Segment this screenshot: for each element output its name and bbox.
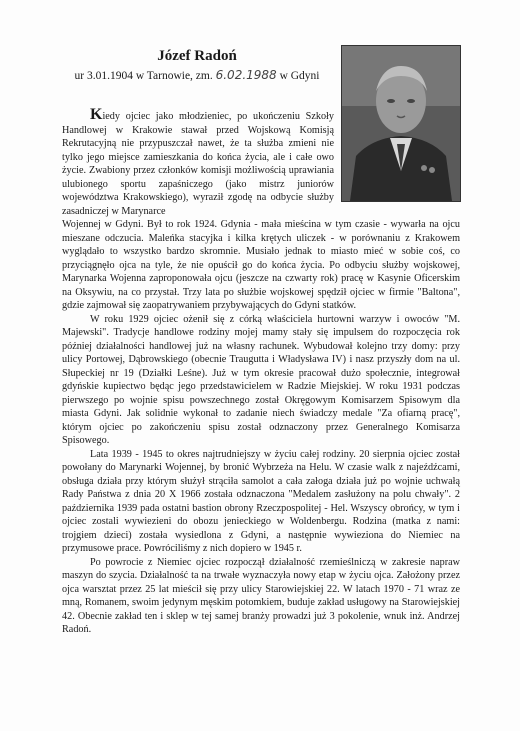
person-name: Józef Radoń bbox=[157, 48, 237, 64]
biography-text bbox=[62, 108, 460, 637]
paragraph-1-text: iedy ojciec jako młodzieniec, po ukończeniu Szkoły Handlowej w Krakowie stawał przed Wojskową Komisją Rekrutacyjną nie przypuszczał nawet, że ta służba zmieni nie tylko jego miejsce zamieszkania do końca życia, ale i całe owo życie. Zwabiony przez członków komisji możliwością uprawiania ulubionego sportu zapaśniczego (jako mistrz juniorów województwa Krakowskiego), wyraził zgodę na odbycie służby zasadniczej w Marynarce bbox=[62, 111, 334, 217]
life-dates bbox=[62, 67, 332, 84]
dates-prefix: ur 3.01.1904 w Tarnowie, zm. bbox=[74, 70, 213, 82]
paragraph-1-narrow bbox=[62, 108, 334, 218]
header bbox=[62, 47, 332, 84]
dates-suffix: w Gdyni bbox=[279, 70, 320, 82]
paragraph-2: W roku 1929 ojciec ożenił się z córką właściciela hurtowni warzyw i owoców "M. Majewski". Tradycje handlowe rodziny mojej mamy stały się impulsem do rozpoczęcia rok później działalności handlowej już na własny rachunek. Wybudował kolejno trzy domy: przy ulicy Portowej, Dąbrowskiego (obecnie Traugutta i Władysława IV) i nasz przyszły dom na ul. Słupeckiej nr 19 (Działki Leśne). Już w tym okresie pracował dużo społecznie, integrował gdyńskie kupiectwo będąc jego przedstawicielem w Radzie Miejskiej. W roku 1931 podczas pierwszego po wojnie spisu powszechnego został Okręgowym Komisarzem Spisowym dla miasta Gdyni. Jak solidnie wykonał to zadanie niech świadczy medale "Za ofiarną pracę", którym ojciec po zakończeniu spisu został odznaczony przez Generalnego Komisarza Spisowego. bbox=[62, 313, 460, 446]
handwritten-death-date: 6.02.1988 bbox=[215, 68, 277, 82]
drop-cap: K bbox=[90, 106, 103, 123]
paragraph-1-continued: Wojennej w Gdyni. Był to rok 1924. Gdynia - mała mieścina w tym czasie - wywarła na ojcu mieszane odczucia. Maleńka stacyjka i kilka krętych uliczek - w porównaniu z Krakowem wyglądało to wszystko bardzo skromnie. Musiało jednak to miasto mieć w sobie coś, co przyciągnęło ojca na tyle, że nie opuścił go do końca życia. Po odbyciu służby wojskowej, Marynarka Wojenna zaproponowała ojcu (jeszcze na czwarty rok) pracę w Kasynie Oficerskim na Oksywiu, na co przystał. Trzy lata po służbie wojskowej spędził ojciec w firmie "Baltona", gdzie zajmował się zaopatrywaniem przybywających do Gdyni statków. bbox=[62, 219, 460, 311]
paragraph-1-start bbox=[62, 108, 334, 218]
paragraph-3: Lata 1939 - 1945 to okres najtrudniejszy w życiu całej rodziny. 20 sierpnia ojciec został powołany do Marynarki Wojennej, by bronić Wybrzeża na Helu. W czasie walk z najeźdźcami, obsługa działa przy którym służył strąciła samolot a cała załoga działa już po wojnie uchwałą Rady Państwa z dnia 20 X 1966 została odznaczona "Medalem zasłużony na polu chwały". 2 października 1939 pada ostatni bastion obrony Rzeczpospolitej - Hel. Wszyscy obrońcy, w tym i ojciec zostali wywiezieni do obozu jenieckiego w Woldenbergu. Rodzina (matka z nami: trojgiem dzieci) została wysiedlona z Gdyni, a następnie wywieziona do Niemiec na przymusowe prace. Powróciliśmy z nich dopiero w 1945 r. bbox=[62, 448, 460, 554]
paragraph-4: Po powrocie z Niemiec ojciec rozpoczął działalność rzemieślniczą w zakresie napraw maszyn do szycia. Działalność ta na trwałe wyznaczyła nowy etap w życiu ojca. Założony przez ojca warsztat przez 25 lat mieścił się przy ulicy Starowiejskiej 22. W latach 1970 - 71 wraz ze mną, Romanem, swoim jedynym męskim potomkiem, buduje zakład usługowy na Starowiejskiej 42. Obecnie zakład ten i sklep w tej samej branży prowadzi już 3 pokolenie, wnuk inż. Andrzej Radoń. bbox=[62, 556, 460, 635]
